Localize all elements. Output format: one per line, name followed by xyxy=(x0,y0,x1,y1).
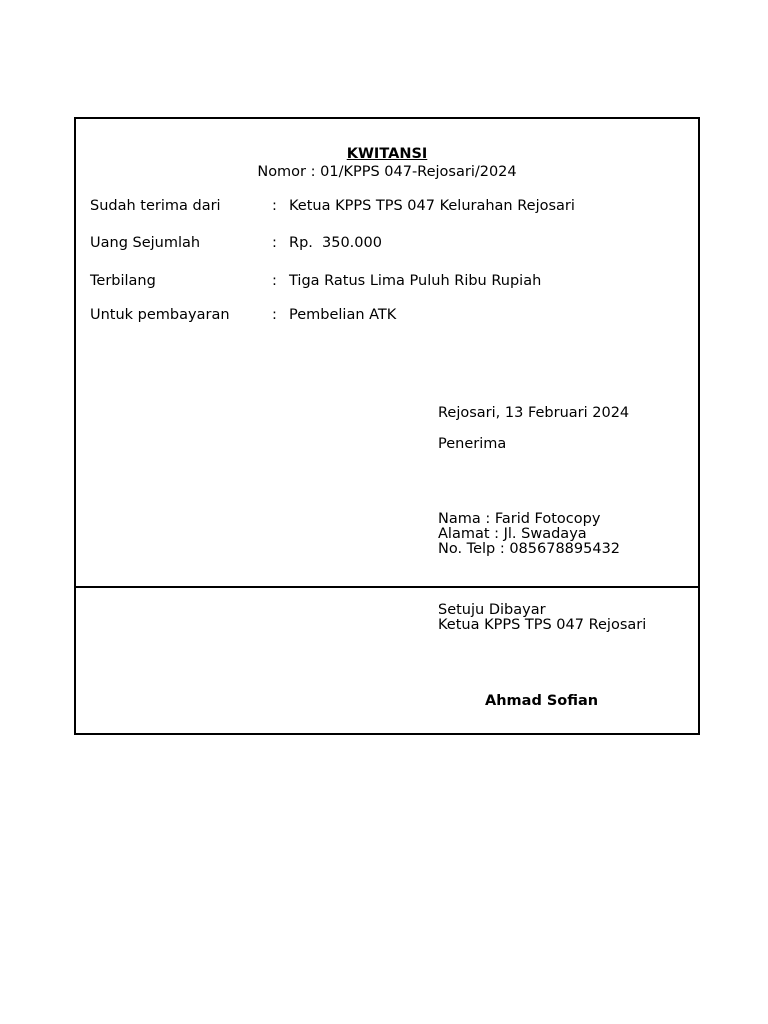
field-label-purpose: Untuk pembayaran xyxy=(90,307,230,323)
receiver-name: Nama : Farid Fotocopy xyxy=(438,511,601,527)
field-value-received-from: Ketua KPPS TPS 047 Kelurahan Rejosari xyxy=(289,198,575,214)
approval-line-2: Ketua KPPS TPS 047 Rejosari xyxy=(438,617,647,633)
field-colon-received-from: : xyxy=(272,198,277,214)
receipt-title: KWITANSI xyxy=(346,146,428,162)
approval-signer: Ahmad Sofian xyxy=(485,693,599,709)
field-colon-amount: : xyxy=(272,235,277,251)
field-colon-purpose: : xyxy=(272,307,277,323)
section-divider xyxy=(76,586,698,588)
field-value-purpose: Pembelian ATK xyxy=(289,307,397,323)
field-label-amount-words: Terbilang xyxy=(90,273,156,289)
field-label-amount: Uang Sejumlah xyxy=(90,235,201,251)
approval-line-1: Setuju Dibayar xyxy=(438,602,546,618)
receiver-phone: No. Telp : 085678895432 xyxy=(438,541,621,557)
field-value-amount: 350.000 xyxy=(322,235,382,251)
receipt-box xyxy=(74,117,700,735)
field-value-amount-words: Tiga Ratus Lima Puluh Ribu Rupiah xyxy=(289,273,542,289)
field-colon-amount-words: : xyxy=(272,273,277,289)
receiver-address: Alamat : Jl. Swadaya xyxy=(438,526,587,542)
field-label-received-from: Sudah terima dari xyxy=(90,198,221,214)
receipt-number: Nomor : 01/KPPS 047-Rejosari/2024 xyxy=(257,164,517,180)
field-currency-amount: Rp. xyxy=(289,235,313,251)
place-date: Rejosari, 13 Februari 2024 xyxy=(438,405,630,421)
receiver-title: Penerima xyxy=(438,436,507,452)
